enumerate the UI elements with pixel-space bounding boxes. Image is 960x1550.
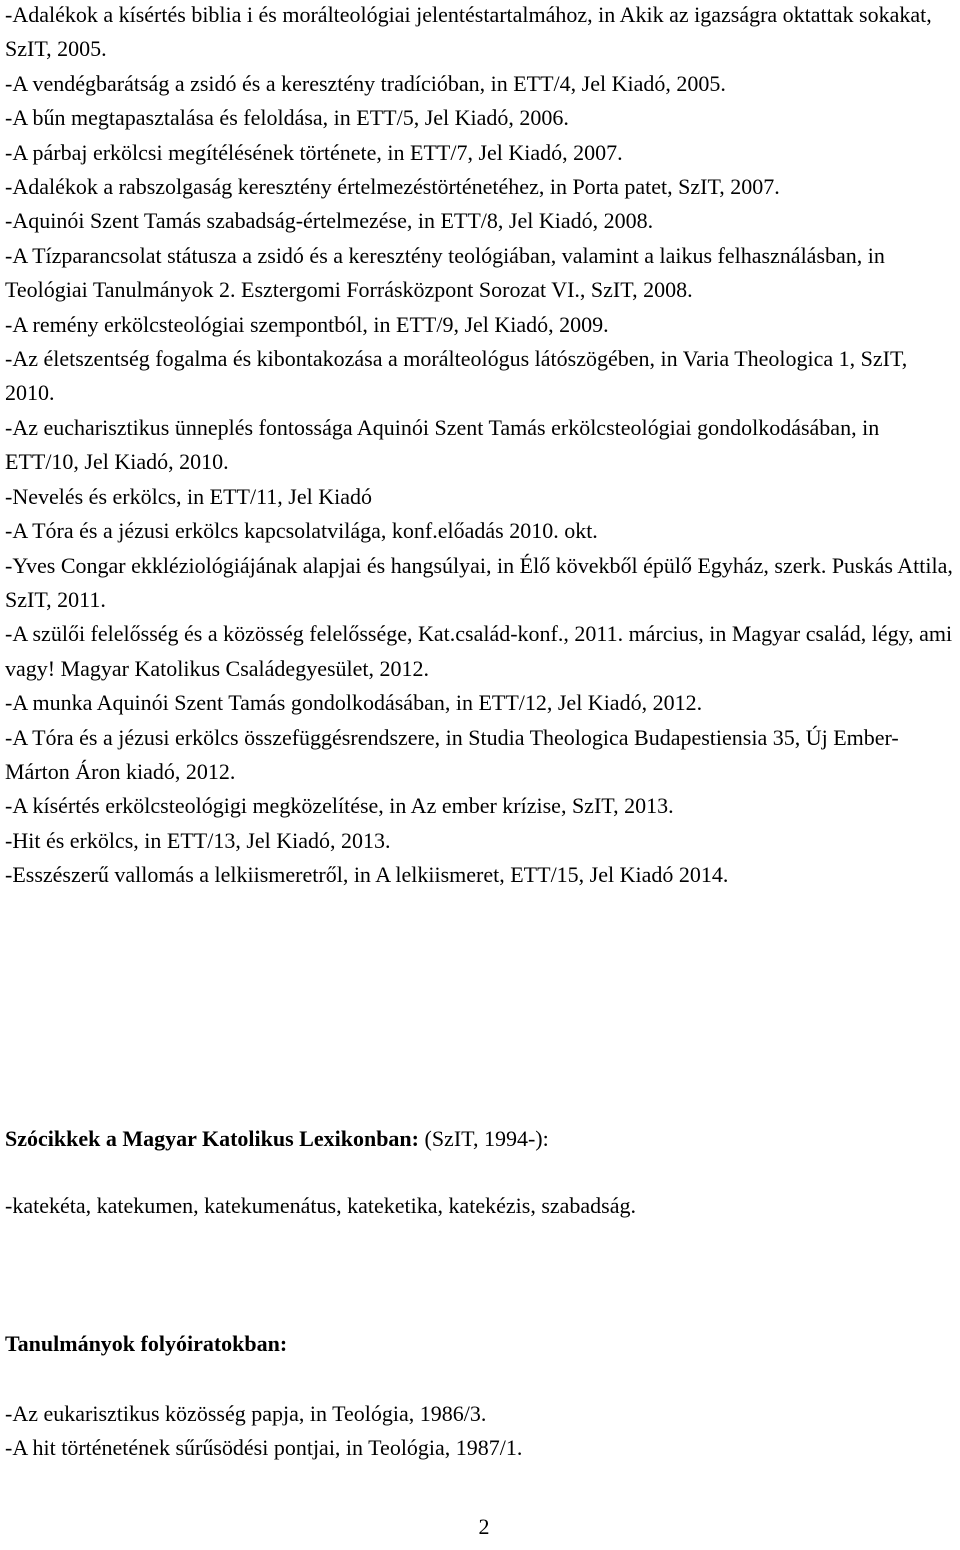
journals-heading-title: Tanulmányok folyóiratokban: xyxy=(5,1331,288,1356)
publication-item: -A Tóra és a jézusi erkölcs kapcsolatvilága, konf.előadás 2010. okt. xyxy=(5,518,598,544)
publication-list xyxy=(5,0,957,893)
lexikon-heading-title: Szócikkek a Magyar Katolikus Lexikonban: xyxy=(5,1126,419,1151)
publication-item: -Yves Congar ekkléziológiájának alapjai és hangsúlyai, in Élő kövekből épülő Egyház, szerk. Puskás Attila, SzIT, 2011. xyxy=(5,552,953,612)
publication-item: -A vendégbarátság a zsidó és a keresztény tradícióban, in ETT/4, Jel Kiadó, 2005. xyxy=(5,70,726,96)
publication-item: -Aquinói Szent Tamás szabadság-értelmezése, in ETT/8, Jel Kiadó, 2008. xyxy=(5,208,654,234)
lexikon-section-heading xyxy=(5,1124,549,1154)
publication-item: -A Tóra és a jézusi erkölcs összefüggésrendszere, in Studia Theologica Budapestiensia 35, Új Ember-Márton Áron kiadó, 2012. xyxy=(5,724,899,784)
publication-item: -Az eucharisztikus ünneplés fontossága Aquinói Szent Tamás erkölcsteológiai gondolkodásában, in ETT/10, Jel Kiadó, 2010. xyxy=(5,414,880,475)
publication-item: -A bűn megtapasztalása és feloldása, in ETT/5, Jel Kiadó, 2006. xyxy=(5,105,569,131)
publication-item: -A kísértés erkölcsteológigi megközelítése, in Az ember krízise, SzIT, 2013. xyxy=(5,793,674,819)
publication-item: -A párbaj erkölcsi megítélésének története, in ETT/7, Jel Kiadó, 2007. xyxy=(5,139,623,165)
publication-item: -A remény erkölcsteológiai szempontból, in ETT/9, Jel Kiadó, 2009. xyxy=(5,311,609,337)
publication-item: -A munka Aquinói Szent Tamás gondolkodásában, in ETT/12, Jel Kiadó, 2012. xyxy=(5,690,703,716)
publication-item: -Nevelés és erkölcs, in ETT/11, Jel Kiadó xyxy=(5,483,372,509)
publication-item: -Adalékok a kísértés biblia i és morálteológiai jelentéstartalmához, in Akik az igazságra oktattak sokakat, SzIT, 2005. xyxy=(5,2,932,62)
lexikon-entries: -katekéta, katekumen, katekumenátus, kateketika, katekézis, szabadság. xyxy=(5,1193,637,1218)
lexikon-heading-note: (SzIT, 1994-): xyxy=(419,1126,549,1151)
publication-item: -Az életszentség fogalma és kibontakozása a morálteológus látószögében, in Varia Theologica 1, SzIT, 2010. xyxy=(5,346,908,406)
journal-article-list xyxy=(5,1397,522,1465)
journal-article-item: -A hit történetének sűrűsödési pontjai, in Teológia, 1987/1. xyxy=(5,1435,523,1460)
publication-item: -Esszészerű vallomás a lelkiismeretről, in A lelkiismeret, ETT/15, Jel Kiadó 2014. xyxy=(5,862,729,888)
journal-article-item: -Az eukarisztikus közösség papja, in Teológia, 1986/3. xyxy=(5,1401,487,1426)
publication-item: -Hit és erkölcs, in ETT/13, Jel Kiadó, 2013. xyxy=(5,827,391,853)
page-number: 2 xyxy=(478,1514,490,1539)
journals-section-heading xyxy=(5,1329,287,1359)
publication-item: -A szülői felelősség és a közösség felelőssége, Kat.család-konf., 2011. március, in Magyar család, légy, ami vagy! Magyar Katolikus Családegyesület, 2012. xyxy=(5,621,953,681)
publication-item: -Adalékok a rabszolgaság keresztény értelmezéstörténetéhez, in Porta patet, SzIT, 2007. xyxy=(5,174,780,200)
publication-item: -A Tízparancsolat státusza a zsidó és a keresztény teológiában, valamint a laikus felhasználásban, in Teológiai Tanulmányok 2. Esztergomi Forrásközpont Sorozat VI., SzIT, 2008. xyxy=(5,242,885,303)
